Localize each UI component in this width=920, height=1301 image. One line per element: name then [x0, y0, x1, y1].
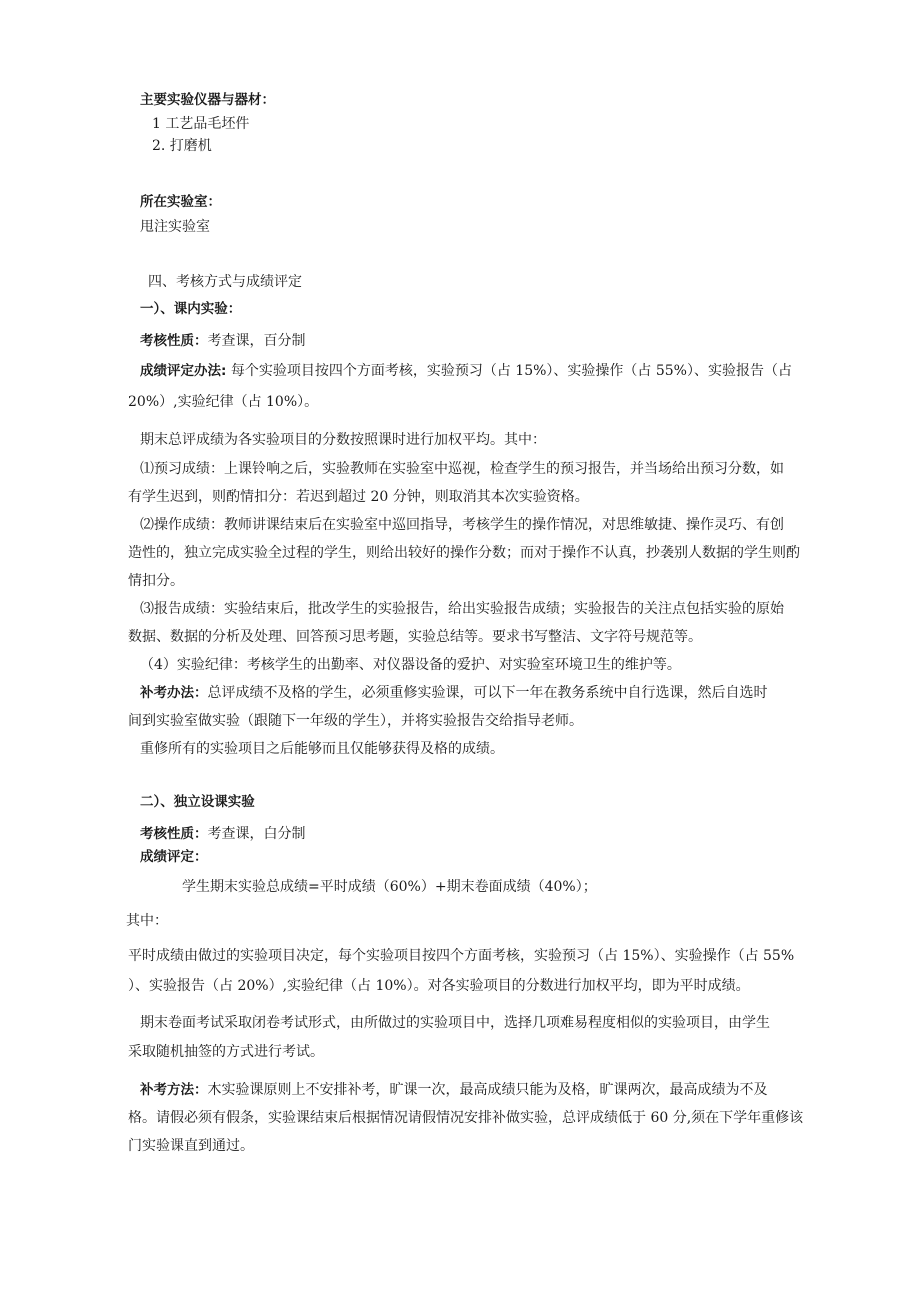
part2-title: 二）、独立设课实验: [140, 794, 255, 810]
grade-label: 成绩评定：: [140, 849, 208, 865]
method-label: 成绩评定办法:: [140, 363, 227, 379]
paragraph-line: 重修所有的实验项目之后能够而且仅能够获得及格的成绩。: [140, 741, 504, 757]
method-text: 每个实验项目按四个方面考核，实验预习（占 15%）、实验操作（占 55%）、实验报告（占: [226, 363, 792, 379]
paragraph-line: ⑵操作成绩：教师讲课结束后在实验室中巡回指导，考核学生的操作情况，对思维敏捷、操作灵巧、有创: [140, 517, 784, 533]
makeup-label: 补考方法：: [140, 1082, 208, 1098]
paragraph-line: 情扣分。: [128, 573, 184, 589]
section-heading: 四、考核方式与成绩评定: [148, 274, 302, 290]
paragraph-line: 有学生迟到，则酌情扣分：若迟到超过 20 分钟，则取消其本次实验资格。: [128, 489, 589, 505]
makeup-label: 补考办法：: [140, 685, 208, 701]
formula: 学生期末实验总成绩=平时成绩（60%）+期末卷面成绩（40%）；: [182, 879, 597, 895]
paragraph-line: 门实验课直到通过。: [128, 1138, 254, 1154]
lab-title: 所在实验室：: [140, 194, 221, 210]
lab-name: 甩注实验室: [140, 219, 210, 235]
makeup-text: 总评成绩不及格的学生，必须重修实验课，可以下一年在教务系统中自行选课，然后自选时: [207, 685, 768, 701]
part1-method-line: 20%）,实验纪律（占 10%）。: [128, 394, 319, 410]
paragraph-line: 格。请假必须有假条，实验课结束后根据情况请假情况安排补做实验，总评成绩低于 60 分,须在下学年重修该: [128, 1110, 804, 1126]
paragraph-line: 采取随机抽签的方式进行考试。: [128, 1044, 324, 1060]
paragraph-line: 造性的，独立完成实验全过程的学生，则给出较好的操作分数；而对于操作不认真，抄袭别人数据的学生则酌: [128, 545, 800, 561]
makeup-text: 木实验课原则上不安排补考，旷课一次，最高成绩只能为及格，旷课两次，最高成绩为不及: [207, 1082, 768, 1098]
part1-title: 一）、课内实验：: [140, 301, 242, 317]
nature-value: 考查课，白分制: [207, 826, 306, 842]
equipment-item: 1 工艺品毛坯件: [152, 116, 250, 132]
paragraph-line: ⑴预习成绩：上课铃响之后，实验教师在实验室中巡视，检查学生的预习报告，并当场给出预习分数，如: [140, 461, 784, 477]
equipment-item: 2. 打磨机: [152, 138, 212, 154]
makeup-line: [140, 681, 768, 705]
part2-nature: [140, 822, 306, 846]
part1-nature: [140, 329, 306, 353]
paragraph-line: （4）实验纪律：考核学生的出勤率、对仪器设备的爱护、对实验室环境卫生的维护等。: [140, 657, 681, 673]
paragraph-line: 期末卷面考试采取闭卷考试形式，由所做过的实验项目中，选择几项难易程度相似的实验项目，由学生: [140, 1015, 770, 1031]
final-intro: 期末总评成绩为各实验项目的分数按照课时进行加权平均。其中：: [140, 432, 546, 448]
nature-label: 考核性质：: [140, 333, 208, 349]
paragraph-line: 间到实验室做实验（跟随下一年级的学生），并将实验报告交给指导老师。: [128, 713, 583, 729]
paragraph-line: ⑶报告成绩：实验结束后，批改学生的实验报告，给出实验报告成绩；实验报告的关注点包括实验的原始: [140, 601, 784, 617]
makeup-line: [140, 1078, 768, 1102]
nature-value: 考查课，百分制: [207, 333, 306, 349]
nature-label: 考核性质：: [140, 826, 208, 842]
paragraph-line: ）、实验报告（占 20%）,实验纪律（占 10%）。对各实验项目的分数进行加权平均，即为平时成绩。: [128, 978, 750, 994]
among: 其中：: [126, 913, 168, 929]
paragraph-line: 平时成绩由做过的实验项目决定，每个实验项目按四个方面考核，实验预习（占 15%）、实验操作（占 55%: [128, 948, 795, 964]
equipment-title: 主要实验仪器与器材：: [140, 92, 275, 108]
part1-method-line: [140, 359, 792, 383]
paragraph-line: 数据、数据的分析及处理、回答预习思考题，实验总结等。要求书写整洁、文字符号规范等。: [128, 629, 702, 645]
